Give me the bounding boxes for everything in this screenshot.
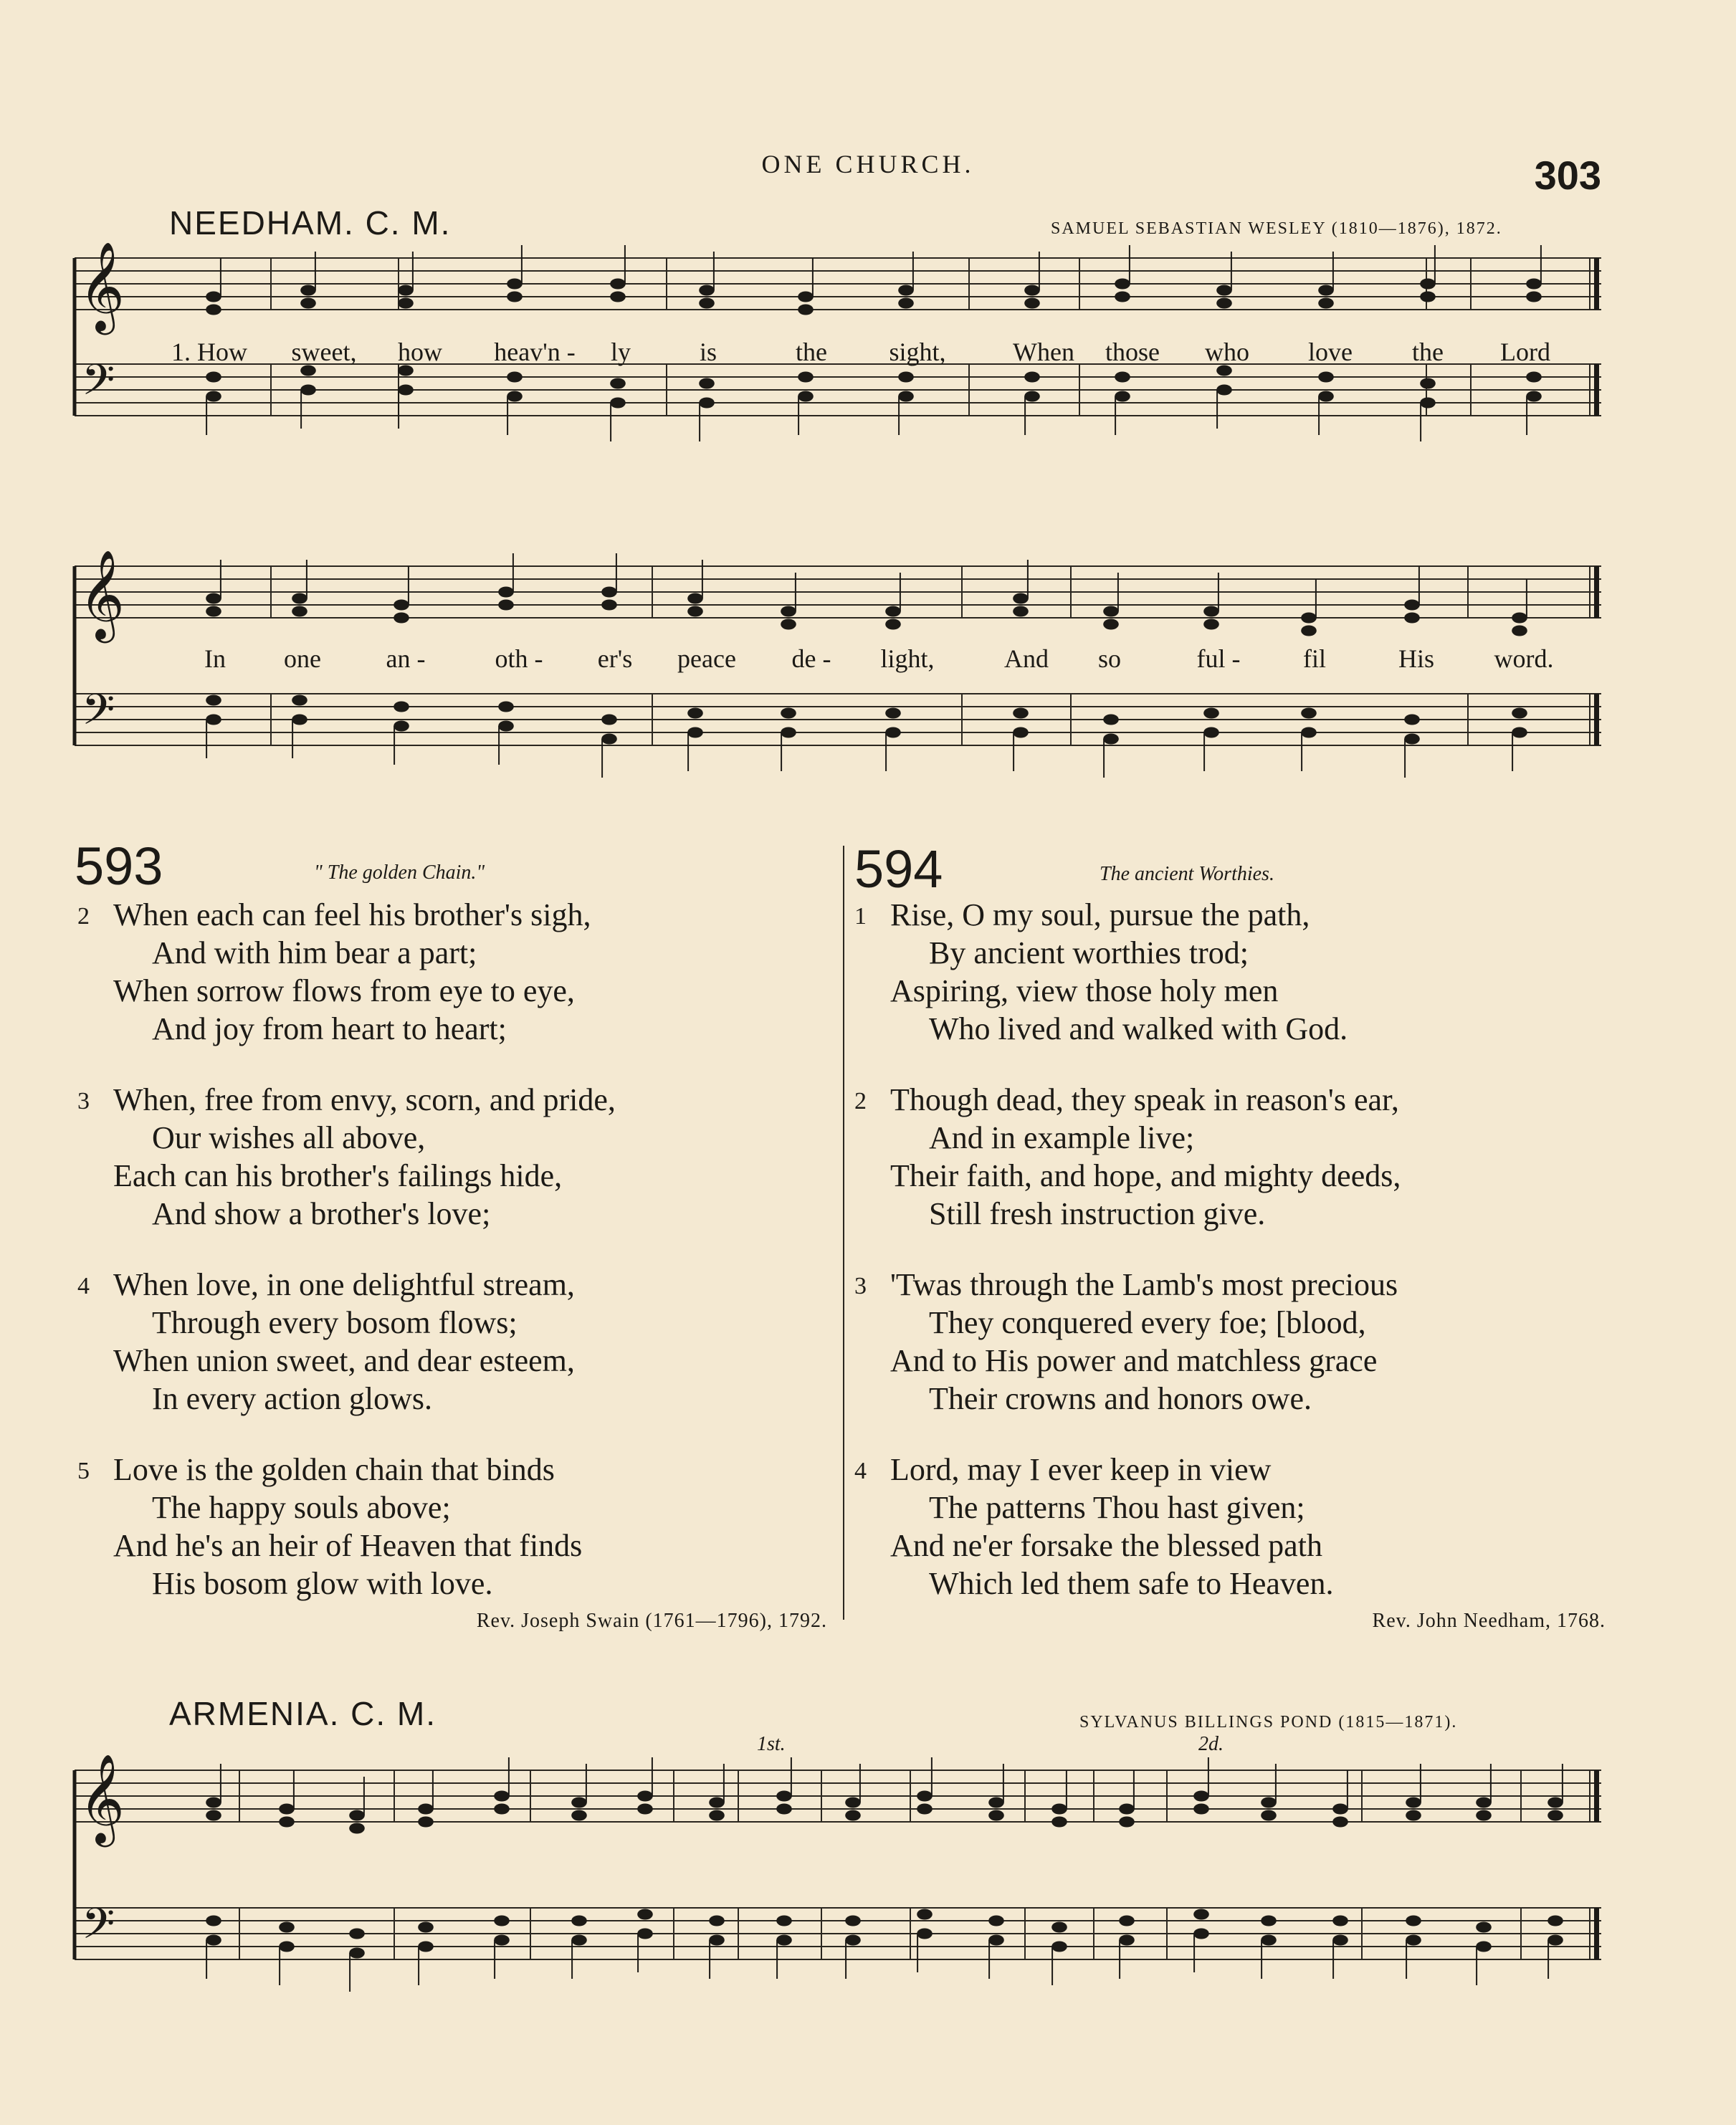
notehead (507, 391, 523, 401)
verse-line: Though dead, they speak in reason's ear, (890, 1082, 1399, 1117)
notehead (571, 1810, 587, 1820)
notehead (1332, 1934, 1348, 1945)
notehead (798, 371, 814, 382)
notehead (1332, 1803, 1348, 1814)
hymn-594-stanza-4 (854, 1451, 1334, 1603)
lyric-syllable: er's (597, 644, 633, 673)
verse-line: When union sweet, and dear esteem, (113, 1343, 575, 1378)
stanza-number: 3 (854, 1273, 867, 1299)
notehead (776, 1915, 792, 1926)
notehead (418, 1941, 434, 1952)
notehead (1103, 606, 1119, 616)
notehead (1332, 1816, 1348, 1827)
notehead (1547, 1934, 1563, 1945)
notehead (507, 278, 523, 289)
notehead (988, 1797, 1004, 1808)
notehead (1193, 1803, 1209, 1814)
lyric-syllable: In (204, 644, 226, 673)
running-title: ONE CHURCH. (761, 150, 975, 178)
notehead (1024, 371, 1040, 382)
notehead (1203, 619, 1219, 629)
notehead (1318, 391, 1334, 401)
notehead (398, 285, 414, 295)
lyric-syllable: who (1205, 338, 1249, 366)
verse-line: The happy souls above; (152, 1490, 451, 1525)
notehead (1013, 593, 1029, 603)
notehead (1526, 391, 1542, 401)
notehead (709, 1915, 725, 1926)
verse-line: By ancient worthies trod; (929, 935, 1249, 970)
notehead (418, 1921, 434, 1932)
final-barline (1594, 258, 1599, 310)
notehead (687, 707, 703, 718)
verse-line: And joy from heart to heart; (152, 1011, 507, 1046)
notehead (781, 619, 796, 629)
notehead (1261, 1934, 1277, 1945)
notehead (206, 714, 221, 725)
notehead (1261, 1810, 1277, 1820)
verse-line: Still fresh instruction give. (929, 1196, 1266, 1231)
notehead (418, 1816, 434, 1827)
notehead (1216, 285, 1232, 295)
notehead (637, 1928, 653, 1939)
notehead (498, 599, 514, 610)
notehead (1526, 371, 1542, 382)
verse-line: Our wishes all above, (152, 1120, 426, 1155)
lyric-syllable: de - (791, 644, 831, 673)
notehead (1024, 285, 1040, 295)
notehead (1420, 397, 1436, 408)
verse-line: His bosom glow with love. (152, 1566, 493, 1601)
stanza-number: 3 (77, 1088, 90, 1114)
notehead (709, 1797, 725, 1808)
notehead (781, 707, 796, 718)
lyric-syllable: heav'n - (494, 338, 576, 366)
notehead (1406, 1915, 1421, 1926)
verse-line: Which led them safe to Heaven. (929, 1566, 1334, 1601)
notehead (610, 278, 626, 289)
notehead (1318, 297, 1334, 308)
notehead (1301, 727, 1317, 737)
notehead (300, 285, 316, 295)
notehead (845, 1797, 861, 1808)
notehead (206, 1915, 221, 1926)
notehead (1115, 371, 1130, 382)
verse-line: And in example live; (929, 1120, 1195, 1155)
lyric-syllable: When (1013, 338, 1074, 366)
hymn-593-stanza-2 (77, 896, 591, 1048)
notehead (601, 599, 617, 610)
notehead (1024, 391, 1040, 401)
verse-line: The patterns Thou hast given; (929, 1490, 1305, 1525)
notehead (292, 593, 307, 603)
hymn-594-stanza-3 (854, 1266, 1398, 1418)
verse-line: And ne'er forsake the blessed path (890, 1528, 1322, 1563)
hymn-number-594: 594 (854, 839, 943, 899)
hymn-593-author: Rev. Joseph Swain (1761—1796), 1792. (476, 1610, 827, 1632)
verse-line: When love, in one delightful stream, (113, 1267, 575, 1302)
notehead (1024, 297, 1040, 308)
notehead (1103, 714, 1119, 725)
notehead (709, 1934, 725, 1945)
notehead (1103, 619, 1119, 629)
notehead (394, 720, 409, 731)
notehead (601, 733, 617, 744)
notehead (1051, 1921, 1067, 1932)
notehead (1216, 384, 1232, 395)
notehead (1476, 1810, 1492, 1820)
notehead (1203, 707, 1219, 718)
notehead (1332, 1915, 1348, 1926)
notehead (1301, 707, 1317, 718)
verse-line: And show a brother's love; (152, 1196, 491, 1231)
notehead (349, 1810, 365, 1820)
lyric-syllable: ly (610, 338, 631, 366)
bass-clef-icon: 𝄢 (82, 355, 115, 415)
notehead (571, 1934, 587, 1945)
notehead (988, 1810, 1004, 1820)
notehead (1404, 612, 1420, 623)
final-barline (1594, 694, 1599, 745)
notehead (781, 606, 796, 616)
notehead (1404, 714, 1420, 725)
notehead (398, 384, 414, 395)
stanza-number: 5 (77, 1458, 90, 1484)
lyric-syllable: word. (1494, 644, 1554, 673)
notehead (206, 606, 221, 616)
notehead (1013, 707, 1029, 718)
verse-line: Aspiring, view those holy men (890, 973, 1279, 1008)
notehead (1301, 612, 1317, 623)
notehead (279, 1941, 295, 1952)
bass-clef-icon: 𝄢 (82, 684, 115, 745)
tune-composer-needham: SAMUEL SEBASTIAN WESLEY (1810—1876), 1872. (1051, 219, 1502, 238)
lyric-syllable: those (1105, 338, 1160, 366)
notehead (988, 1915, 1004, 1926)
notehead (1261, 1915, 1277, 1926)
notehead (418, 1803, 434, 1814)
notehead (610, 291, 626, 302)
verse-line: And to His power and matchless grace (890, 1343, 1378, 1378)
hymn-593-stanza-5 (77, 1451, 583, 1603)
notehead (781, 727, 796, 737)
notehead (898, 285, 914, 295)
lyric-syllable: love (1308, 338, 1353, 366)
verse-line: Who lived and walked with God. (929, 1011, 1348, 1046)
notehead (1420, 378, 1436, 388)
lyric-syllable: oth - (495, 644, 543, 673)
notehead (1051, 1816, 1067, 1827)
notehead (885, 707, 901, 718)
lyric-syllable: sweet, (291, 338, 357, 366)
notehead (394, 612, 409, 623)
hymn-594-author: Rev. John Needham, 1768. (1372, 1610, 1606, 1632)
first-ending-label: 1st. (757, 1733, 786, 1755)
notehead (845, 1934, 861, 1945)
notehead (206, 593, 221, 603)
hymn-594-stanza-1 (854, 896, 1348, 1048)
lyric-syllable: so (1097, 644, 1122, 673)
lyric-syllable: sight, (889, 338, 946, 366)
verse-line: Each can his brother's failings hide, (113, 1158, 563, 1193)
lyric-syllable: Lord (1500, 338, 1550, 366)
notehead (917, 1803, 933, 1814)
verse-line: When each can feel his brother's sigh, (113, 897, 591, 932)
notehead (494, 1790, 510, 1801)
final-barline (1594, 364, 1599, 416)
notehead (845, 1915, 861, 1926)
final-barline (1594, 566, 1599, 618)
notehead (1406, 1934, 1421, 1945)
notehead (1115, 278, 1130, 289)
notehead (507, 291, 523, 302)
notehead (1526, 278, 1542, 289)
notehead (1404, 733, 1420, 744)
notehead (1115, 291, 1130, 302)
notehead (898, 391, 914, 401)
notehead (1318, 285, 1334, 295)
notehead (498, 701, 514, 712)
notehead (776, 1934, 792, 1945)
notehead (898, 371, 914, 382)
notehead (1547, 1797, 1563, 1808)
notehead (687, 606, 703, 616)
lyric-syllable: ful - (1196, 644, 1241, 673)
notehead (898, 297, 914, 308)
stanza-number: 4 (854, 1458, 867, 1484)
lyric-syllable: His (1398, 644, 1435, 673)
notehead (1512, 707, 1527, 718)
notehead (1119, 1915, 1135, 1926)
notehead (1420, 291, 1436, 302)
final-barline (1594, 1770, 1599, 1822)
notehead (1051, 1941, 1067, 1952)
notehead (1103, 733, 1119, 744)
notehead (349, 1823, 365, 1833)
notehead (206, 1797, 221, 1808)
verse-line: Love is the golden chain that binds (113, 1452, 555, 1487)
notehead (885, 606, 901, 616)
notehead (300, 384, 316, 395)
lyric-syllable: the (796, 338, 827, 366)
lyric-syllable: one (284, 644, 321, 673)
notehead (699, 378, 715, 388)
verse-line: Lord, may I ever keep in view (890, 1452, 1272, 1487)
hymn-subtitle-594: The ancient Worthies. (1100, 863, 1274, 885)
notehead (1476, 1941, 1492, 1952)
notehead (699, 285, 715, 295)
verse-line: And he's an heir of Heaven that finds (113, 1528, 583, 1563)
notehead (279, 1921, 295, 1932)
notehead (1203, 606, 1219, 616)
notehead (1193, 1909, 1209, 1919)
treble-clef-icon: 𝄞 (79, 242, 125, 331)
verse-line: When, free from envy, scorn, and pride, (113, 1082, 616, 1117)
notehead (1119, 1803, 1135, 1814)
notehead (1216, 297, 1232, 308)
notehead (610, 378, 626, 388)
notehead (394, 599, 409, 610)
page-number: 303 (1534, 153, 1601, 198)
notehead (687, 593, 703, 603)
verse-line: Their crowns and honors owe. (929, 1381, 1312, 1416)
notehead (1526, 291, 1542, 302)
stanza-number: 4 (77, 1273, 90, 1299)
notehead (699, 397, 715, 408)
treble-clef-icon: 𝄞 (79, 550, 125, 639)
notehead (1193, 1928, 1209, 1939)
verse-line: Through every bosom flows; (152, 1305, 518, 1340)
hymn-594-stanza-2 (854, 1081, 1401, 1233)
tune-composer-armenia: SYLVANUS BILLINGS POND (1815—1871). (1079, 1713, 1458, 1732)
lyric-syllable: the (1412, 338, 1444, 366)
notehead (206, 1810, 221, 1820)
notehead (1261, 1797, 1277, 1808)
notehead (498, 586, 514, 597)
notehead (206, 1934, 221, 1945)
notehead (1512, 727, 1527, 737)
notehead (1013, 727, 1029, 737)
notehead (1420, 278, 1436, 289)
notehead (699, 297, 715, 308)
notehead (1512, 625, 1527, 636)
notehead (300, 297, 316, 308)
second-ending-label: 2d. (1198, 1733, 1224, 1755)
verse-line: Rise, O my soul, pursue the path, (890, 897, 1310, 932)
lyrics-needham-line-1 (0, 337, 1736, 366)
notehead (394, 701, 409, 712)
lyric-syllable: is (699, 338, 717, 366)
verse-line: And with him bear a part; (152, 935, 477, 970)
stanza-number: 2 (854, 1088, 867, 1114)
notehead (1203, 727, 1219, 737)
notehead (507, 371, 523, 382)
lyric-syllable: 1. How (171, 338, 247, 366)
bass-clef-icon: 𝄢 (82, 1899, 115, 1959)
notehead (494, 1934, 510, 1945)
notehead (1406, 1797, 1421, 1808)
notehead (1512, 612, 1527, 623)
notehead (1406, 1810, 1421, 1820)
notehead (1119, 1816, 1135, 1827)
notehead (637, 1803, 653, 1814)
column-divider (843, 846, 844, 1620)
tune-name-needham: NEEDHAM. C. M. (169, 204, 452, 242)
notehead (571, 1915, 587, 1926)
notehead (885, 619, 901, 629)
notehead (709, 1810, 725, 1820)
hymn-593-stanza-4 (77, 1266, 575, 1418)
music-system-needham-2 (0, 545, 1736, 803)
notehead (1115, 391, 1130, 401)
notehead (917, 1790, 933, 1801)
notehead (571, 1797, 587, 1808)
tune-name-armenia: ARMENIA. C. M. (169, 1695, 437, 1732)
notehead (498, 720, 514, 731)
final-barline (1594, 1908, 1599, 1959)
notehead (206, 304, 221, 315)
verse-line: In every action glows. (152, 1381, 432, 1416)
notehead (1476, 1921, 1492, 1932)
notehead (637, 1909, 653, 1919)
notehead (845, 1810, 861, 1820)
notehead (292, 606, 307, 616)
notehead (798, 304, 814, 315)
notehead (601, 586, 617, 597)
notehead (494, 1915, 510, 1926)
notehead (279, 1816, 295, 1827)
notehead (601, 714, 617, 725)
notehead (206, 391, 221, 401)
notehead (292, 694, 307, 705)
verse-line: 'Twas through the Lamb's most precious (890, 1267, 1398, 1302)
lyric-syllable: how (398, 338, 442, 366)
notehead (349, 1947, 365, 1958)
notehead (494, 1803, 510, 1814)
notehead (279, 1803, 295, 1814)
notehead (349, 1928, 365, 1939)
treble-clef-icon: 𝄞 (79, 1754, 125, 1843)
notehead (1193, 1790, 1209, 1801)
notehead (1476, 1797, 1492, 1808)
hymn-number-593: 593 (75, 836, 163, 896)
lyric-syllable: peace (677, 644, 736, 673)
notehead (1547, 1810, 1563, 1820)
stanza-number: 1 (854, 903, 867, 930)
notehead (1119, 1934, 1135, 1945)
notehead (206, 371, 221, 382)
verse-line: When sorrow flows from eye to eye, (113, 973, 575, 1008)
notehead (1051, 1803, 1067, 1814)
notehead (917, 1928, 933, 1939)
notehead (292, 714, 307, 725)
verse-line: Their faith, and hope, and mighty deeds, (890, 1158, 1401, 1193)
hymn-subtitle-593: " The golden Chain." (314, 861, 485, 884)
lyric-syllable: And (1004, 644, 1049, 673)
lyric-syllable: fil (1303, 644, 1326, 673)
notehead (776, 1790, 792, 1801)
notehead (637, 1790, 653, 1801)
notehead (988, 1934, 1004, 1945)
notehead (1301, 625, 1317, 636)
notehead (206, 694, 221, 705)
notehead (610, 397, 626, 408)
stanza-number: 2 (77, 903, 90, 930)
notehead (798, 391, 814, 401)
verse-line: They conquered every foe; [blood, (929, 1305, 1366, 1340)
notehead (398, 297, 414, 308)
notehead (776, 1803, 792, 1814)
notehead (687, 727, 703, 737)
notehead (206, 291, 221, 302)
lyric-syllable: an - (386, 644, 426, 673)
notehead (885, 727, 901, 737)
notehead (1547, 1915, 1563, 1926)
notehead (798, 291, 814, 302)
hymn-593-stanza-3 (77, 1081, 616, 1233)
notehead (1404, 599, 1420, 610)
lyric-syllable: light, (880, 644, 935, 673)
notehead (1013, 606, 1029, 616)
notehead (1318, 371, 1334, 382)
music-system-armenia (0, 1749, 1736, 1992)
notehead (917, 1909, 933, 1919)
lyrics-needham-line-2 (0, 644, 1736, 672)
